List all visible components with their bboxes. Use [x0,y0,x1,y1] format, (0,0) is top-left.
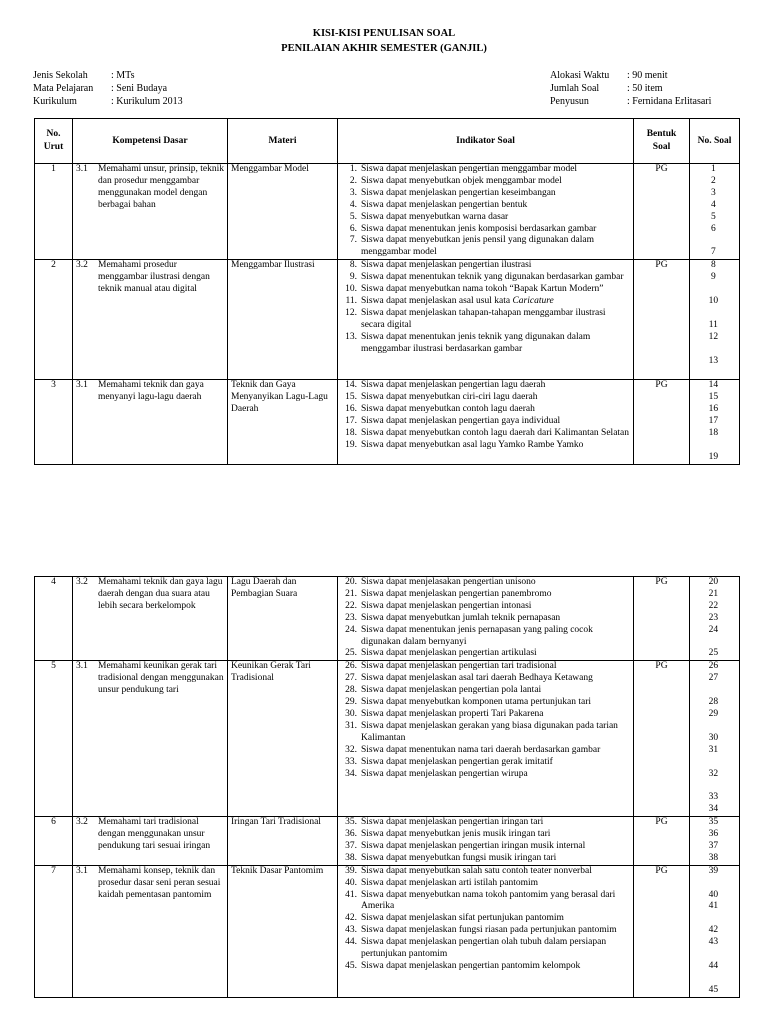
question-number: 41 [708,901,719,912]
header-kompetensi-dasar: Kompetensi Dasar [73,119,228,164]
question-number: 24 [708,624,719,635]
indicator-text: Siswa dapat menjelaskan pengertian pantomim kelompok [361,961,581,971]
cell-indikator [338,661,634,817]
table-header-row [35,119,740,164]
question-number: 17 [708,416,719,427]
question-number: 2 [710,175,716,186]
indicator-text: Siswa dapat menyebutkan contoh lagu daerah dari Kalimantan Selatan [361,427,630,438]
indicator-text: Siswa dapat menjelaskan pengertian keseimbangan [361,187,556,198]
cell-indikator [338,380,634,464]
indicator-text: Siswa dapat menyebutkan jumlah teknik pernapasan [361,612,561,623]
indicator-number: 26. [345,661,357,672]
question-number [693,973,736,985]
indicator-item [341,404,630,416]
indicator-text: Siswa dapat menyebutkan jenis musik iringan tari [361,829,551,840]
question-number: 18 [708,427,719,438]
kd-code: 3.2 [76,817,88,828]
kisi-table-page-1 [34,118,740,465]
question-number: 4 [710,199,716,210]
question-number [693,685,736,697]
header-indikator-soal: Indikator Soal [338,119,634,164]
cell-kompetensi-dasar [73,260,228,380]
cell-indikator [338,865,634,997]
indicator-text: Siswa dapat menjelaskan pengertian intonasi [361,600,532,611]
indicator-text: Siswa dapat menyebutkan nama tokoh “Bapak Kartun Modern” [361,284,604,295]
indicator-text: Siswa dapat menjelaskan pengertian lagu daerah [361,380,546,391]
question-number [693,367,736,379]
cell-indikator [338,817,634,866]
indicator-item [341,961,630,973]
indicator-item [341,913,630,925]
indicator-number: 10. [345,284,357,295]
indicator-number: 12. [345,307,357,318]
kd-code: 3.1 [76,380,88,391]
indicator-item [341,577,630,589]
indicator-text: Siswa dapat menyebutkan nama tokoh pantomim yang berasal dari Amerika [361,889,616,912]
indicator-number: 24. [345,624,357,635]
indicator-number: 7. [349,235,357,246]
meta-label: Kurikulum [33,96,77,107]
document-subtitle: PENILAIAN AKHIR SEMESTER (GANJIL) [281,43,487,54]
cell-kompetensi-dasar [73,577,228,661]
indicator-item [341,853,630,865]
question-number [693,235,736,247]
indicator-item [341,697,630,709]
meta-value: : Fernidana Erlitasari [627,96,712,107]
indicator-item [341,440,630,452]
cell-materi: Teknik dan Gaya Menyanyikan Lagu-Lagu Daerah [228,380,338,464]
question-number [693,308,736,320]
indicator-number: 3. [349,187,357,198]
cell-bentuk-soal: PG [634,865,690,997]
indicator-number: 39. [345,865,357,876]
indicator-number: 18. [345,427,357,438]
question-number [693,757,736,769]
kisi-table-page-2 [34,576,740,998]
cell-bentuk-soal: PG [634,260,690,380]
question-number: 19 [708,451,719,462]
indicator-item [341,829,630,841]
indicator-item [341,937,630,961]
question-number: 36 [708,829,719,840]
question-number: 27 [708,673,719,684]
meta-row [550,82,711,95]
question-number: 12 [708,331,719,342]
question-number [693,913,736,925]
question-number: 31 [708,744,719,755]
meta-row [33,69,183,82]
indicator-text: Siswa dapat menjelaskan pengertian panembromo [361,588,552,599]
cell-materi: Keunikan Gerak Tari Tradisional [228,661,338,817]
indicator-number: 32. [345,744,357,755]
indicator-item [341,212,630,224]
question-number: 32 [708,768,719,779]
meta-right [550,69,711,108]
question-number [693,878,736,890]
question-number: 30 [708,732,719,743]
indicator-text: Siswa dapat menjelaskan pengertian artikulasi [361,648,537,659]
kd-code: 3.1 [76,661,88,672]
cell-no-urut: 3 [35,380,73,464]
indicator-number: 6. [349,223,357,234]
question-number: 29 [708,708,719,719]
meta-value: : MTs [111,70,135,81]
question-number: 13 [708,355,719,366]
indicator-item [341,613,630,625]
cell-no-soal [690,380,740,464]
kd-code: 3.2 [76,260,88,271]
question-number [693,344,736,356]
question-number: 42 [708,925,719,936]
indicator-text: Siswa dapat menjelaskan arti istilah pantomim [361,877,539,888]
indicator-item [341,235,630,259]
indicator-text: Siswa dapat menentukan jenis komposisi berdasarkan gambar [361,223,597,234]
question-number: 1 [710,164,716,174]
indicator-item [341,925,630,937]
indicator-number: 42. [345,913,357,924]
indicator-text: Siswa dapat menjelaskan pengertian olah tubuh dalam persiapan pertunjukan pantomim [361,937,607,960]
cell-no-urut: 2 [35,260,73,380]
meta-row [550,69,711,82]
meta-label: Penyusun [550,96,589,107]
meta-label: Jenis Sekolah [33,70,88,81]
cell-bentuk-soal: PG [634,577,690,661]
indicator-number: 45. [345,961,357,971]
meta-label: Mata Pelajaran [33,83,94,94]
indicator-item [341,176,630,188]
indicator-text: Siswa dapat menentukan jenis pernapasan yang paling cocok digunakan dalam bernyanyi [361,624,593,647]
question-number: 25 [708,648,719,659]
question-number: 33 [708,792,719,803]
question-number: 45 [708,984,719,995]
table-row [35,164,740,260]
indicator-text: Siswa dapat menentukan jenis teknik yang digunakan dalam menggambar ilustrasi berdasarkan gambar [361,331,591,354]
kd-text: Memahami teknik dan gaya menyanyi lagu-lagu daerah [98,380,204,403]
question-number: 5 [710,211,716,222]
question-number: 38 [708,852,719,863]
meta-value: : Seni Budaya [111,83,168,94]
kd-code: 3.1 [76,865,88,876]
header-no-urut: No. Urut [35,119,73,164]
indicator-item [341,260,630,272]
indicator-item [341,648,630,660]
cell-materi: Teknik Dasar Pantomim [228,865,338,997]
kd-code: 3.2 [76,577,88,587]
cell-no-soal [690,817,740,866]
indicator-item [341,661,630,673]
cell-no-soal [690,577,740,661]
indicator-italic-term: Caricature [512,295,554,306]
question-number: 43 [708,937,719,948]
indicator-number: 16. [345,404,357,415]
indicator-number: 2. [349,175,357,186]
indicator-item [341,188,630,200]
question-number: 7 [710,247,716,258]
table-row [35,380,740,464]
indicator-item [341,272,630,284]
indicator-text: Siswa dapat menjelaskan asal usul kata Caricature [361,295,554,306]
question-number [693,637,736,649]
question-number: 26 [708,661,719,672]
indicator-item [341,284,630,296]
indicator-text: Siswa dapat menjelaskan properti Tari Pakarena [361,708,544,719]
cell-indikator [338,260,634,380]
meta-label: Alokasi Waktu [550,70,610,81]
indicator-text: Siswa dapat menjelaskan pengertian iringan tari [361,817,544,828]
indicator-number: 38. [345,852,357,863]
indicator-text: Siswa dapat menyebutkan asal lagu Yamko Rambe Yamko [361,439,584,450]
indicator-number: 29. [345,697,357,708]
indicator-text: Siswa dapat menjelaskan pengertian gerak imitatif [361,756,553,767]
question-number: 21 [708,588,719,599]
indicator-text: Siswa dapat menyebutkan ciri-ciri lagu daerah [361,392,538,403]
indicator-number: 23. [345,612,357,623]
indicator-number: 20. [345,577,357,587]
meta-value: : Kurikulum 2013 [111,96,183,107]
indicator-number: 5. [349,211,357,222]
header-no-soal: No. Soal [690,119,740,164]
indicator-text: Siswa dapat menjelasakan pengertian unisono [361,577,536,587]
cell-bentuk-soal: PG [634,380,690,464]
indicator-number: 15. [345,392,357,403]
kd-text: Memahami teknik dan gaya lagu daerah dengan dua suara atau lebih secara berkelompok [98,577,223,611]
question-number: 40 [708,889,719,900]
cell-indikator [338,577,634,661]
indicator-item [341,601,630,613]
indicator-item [341,332,630,356]
indicator-number: 34. [345,768,357,779]
cell-no-urut: 6 [35,817,73,866]
indicator-item [341,380,630,392]
indicator-number: 14. [345,380,357,391]
indicator-text: Siswa dapat menjelaskan sifat pertunjukan pantomim [361,913,564,924]
meta-label: Jumlah Soal [550,83,600,94]
meta-row [33,82,183,95]
indicator-number: 27. [345,673,357,684]
cell-materi: Lagu Daerah dan Pembagian Suara [228,577,338,661]
cell-bentuk-soal: PG [634,817,690,866]
kd-text: Memahami konsep, teknik dan prosedur dasar seni peran sesuai kaidah pementasan pantomim [98,865,221,900]
question-number: 8 [710,260,716,271]
indicator-number: 40. [345,877,357,888]
indicator-number: 8. [349,260,357,271]
cell-kompetensi-dasar [73,164,228,260]
question-number [693,284,736,296]
kd-text: Memahami prosedur menggambar ilustrasi dengan teknik manual atau digital [98,260,210,295]
indicator-number: 44. [345,937,357,948]
header-bentuk-soal: Bentuk Soal [634,119,690,164]
indicator-number: 28. [345,685,357,696]
indicator-number: 33. [345,756,357,767]
indicator-item [341,721,630,745]
indicator-text: Siswa dapat menjelaskan pengertian bentuk [361,199,528,210]
meta-left [33,69,183,108]
indicator-item [341,745,630,757]
indicator-text: Siswa dapat menjelaskan pengertian menggambar model [361,164,578,174]
question-number: 22 [708,600,719,611]
indicator-item [341,878,630,890]
cell-bentuk-soal: PG [634,661,690,817]
cell-no-soal [690,260,740,380]
cell-no-urut: 7 [35,865,73,997]
indicator-number: 9. [349,272,357,283]
table-row [35,661,740,817]
kd-text: Memahami tari tradisional dengan menggunakan unsur pendukung tari sesuai iringan [98,817,211,851]
cell-materi: Menggambar Ilustrasi [228,260,338,380]
question-number: 9 [710,272,716,283]
cell-materi: Menggambar Model [228,164,338,260]
meta-value: : 50 item [627,83,663,94]
table-row [35,817,740,866]
indicator-text: Siswa dapat menjelaskan tahapan-tahapan menggambar ilustrasi secara digital [361,307,606,330]
indicator-number: 19. [345,439,357,450]
question-number: 10 [708,295,719,306]
cell-no-urut: 4 [35,577,73,661]
cell-no-urut: 1 [35,164,73,260]
table-row [35,577,740,661]
indicator-number: 21. [345,588,357,599]
indicator-item [341,200,630,212]
indicator-text: Siswa dapat menjelaskan pengertian iringan musik internal [361,840,586,851]
question-number: 15 [708,392,719,403]
indicator-item [341,709,630,721]
table-row [35,260,740,380]
indicator-item [341,673,630,685]
indicator-item [341,296,630,308]
indicator-text: Siswa dapat menjelaskan fungsi riasan pada pertunjukan pantomim [361,925,617,936]
indicator-text: Siswa dapat menjelaskan pengertian wirupa [361,768,528,779]
indicator-text: Siswa dapat menjelaskan pengertian gaya individual [361,416,561,427]
cell-indikator [338,164,634,260]
indicator-text: Siswa dapat menjelaskan gerakan yang biasa digunakan pada tarian Kalimantan [361,720,618,743]
document-title: KISI-KISI PENULISAN SOAL [312,28,456,39]
meta-row [33,95,183,108]
indicator-item [341,428,630,440]
indicator-text: Siswa dapat menyebutkan komponen utama pertunjukan tari [361,697,592,708]
question-number [693,721,736,733]
indicator-text: Siswa dapat menyebutkan contoh lagu daerah [361,404,535,415]
question-number [693,440,736,452]
indicator-text: Siswa dapat menyebutkan fungsi musik iringan tari [361,852,557,863]
indicator-text: Siswa dapat menyebutkan salah satu contoh teater nonverbal [361,865,592,876]
indicator-number: 43. [345,925,357,936]
header-materi: Materi [228,119,338,164]
indicator-item [341,685,630,697]
question-number: 35 [708,817,719,828]
indicator-text: Siswa dapat menjelaskan pengertian ilustrasi [361,260,532,271]
cell-no-soal [690,164,740,260]
cell-bentuk-soal: PG [634,164,690,260]
question-number [693,949,736,961]
indicator-text: Siswa dapat menjelaskan pengertian pola lantai [361,685,542,696]
indicator-item [341,841,630,853]
kd-text: Memahami keunikan gerak tari tradisional dengan menggunakan unsur pendukung tari [98,661,224,696]
indicator-text: Siswa dapat menentukan teknik yang digunakan berdasarkan gambar [361,272,624,283]
indicator-item [341,769,630,781]
question-number: 44 [708,961,719,971]
indicator-text: Siswa dapat menentukan nama tari daerah berdasarkan gambar [361,744,601,755]
indicator-number: 11. [345,295,357,306]
indicator-text: Siswa dapat menyebutkan objek menggambar model [361,175,562,186]
indicator-number: 36. [345,829,357,840]
indicator-number: 13. [345,331,357,342]
cell-materi: Iringan Tari Tradisional [228,817,338,866]
table-row [35,865,740,997]
cell-kompetensi-dasar [73,661,228,817]
indicator-item [341,308,630,332]
cell-no-soal [690,661,740,817]
question-number: 11 [708,319,718,330]
cell-kompetensi-dasar [73,380,228,464]
question-number: 14 [708,380,719,391]
indicator-item [341,866,630,878]
question-number: 20 [708,577,719,587]
question-number: 6 [710,223,716,234]
indicator-item [341,164,630,176]
indicator-text: Siswa dapat menyebutkan warna dasar [361,211,509,222]
question-number: 34 [708,804,719,815]
indicator-number: 35. [345,817,357,828]
question-number: 39 [708,865,719,876]
indicator-text: Siswa dapat menjelaskan asal tari daerah Bedhaya Ketawang [361,673,593,684]
indicator-number: 4. [349,199,357,210]
kd-code: 3.1 [76,164,88,174]
question-number [693,780,736,792]
indicator-number: 37. [345,840,357,851]
indicator-item [341,890,630,914]
cell-kompetensi-dasar [73,865,228,997]
question-number: 28 [708,697,719,708]
indicator-number: 41. [345,889,357,900]
question-number: 3 [710,187,716,198]
indicator-item [341,817,630,829]
kd-text: Memahami unsur, prinsip, teknik dan prosedur menggambar menggunakan model dengan berbagai bahan [98,164,225,210]
meta-value: : 90 menit [627,70,668,81]
indicator-item [341,625,630,649]
indicator-number: 25. [345,648,357,659]
cell-kompetensi-dasar [73,817,228,866]
indicator-text: Siswa dapat menjelaskan pengertian tari tradisional [361,661,557,672]
indicator-item [341,224,630,236]
indicator-number: 30. [345,708,357,719]
meta-row [550,95,711,108]
indicator-item [341,589,630,601]
indicator-number: 1. [349,164,357,174]
indicator-text: Siswa dapat menyebutkan jenis pensil yang digunakan dalam menggambar model [361,235,594,258]
question-number: 37 [708,840,719,851]
indicator-number: 17. [345,416,357,427]
indicator-number: 31. [345,720,357,731]
question-number: 23 [708,612,719,623]
cell-no-soal [690,865,740,997]
cell-no-urut: 5 [35,661,73,817]
indicator-number: 22. [345,600,357,611]
indicator-item [341,416,630,428]
question-number: 16 [708,404,719,415]
indicator-item [341,392,630,404]
indicator-item [341,757,630,769]
